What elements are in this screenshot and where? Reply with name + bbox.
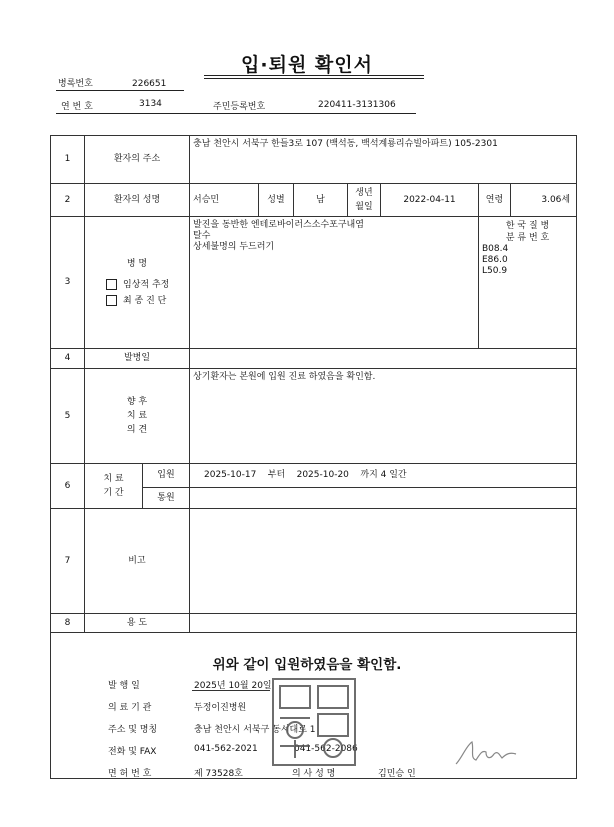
row-number: 7 xyxy=(51,509,85,614)
checkbox-clinical-label: 임상적 추정 xyxy=(123,279,170,290)
checkbox-icon[interactable] xyxy=(106,295,117,306)
doctor-label: 의 사 성 명 xyxy=(292,769,336,779)
age-label: 연령 xyxy=(479,184,511,217)
record-number-value: 226651 xyxy=(132,79,167,89)
onset-label: 발병일 xyxy=(85,349,190,369)
dob-label xyxy=(348,184,381,217)
name-label: 환자의 성명 xyxy=(85,184,190,217)
admit-end: 2025-10-20 xyxy=(296,470,349,480)
row-opinion xyxy=(51,369,577,464)
hospital-seal xyxy=(272,678,356,766)
admit-period xyxy=(190,464,577,488)
institution-value: 두정이진병원 xyxy=(194,703,247,713)
signature-mark xyxy=(452,736,524,770)
row-onset xyxy=(51,349,577,369)
license-label: 면 허 번 호 xyxy=(108,769,152,779)
purpose-label: 용 도 xyxy=(85,614,190,633)
diagnosis-item: 발진을 동반한 엔테로바이러스소수포구내염 xyxy=(193,220,364,230)
row-number: 2 xyxy=(51,184,85,217)
purpose-value xyxy=(190,614,577,633)
opinion-label xyxy=(85,369,190,464)
doctor-value: 김민승 인 xyxy=(378,769,416,779)
serial-number-value: 3134 xyxy=(139,99,162,109)
header-underline xyxy=(56,113,416,114)
row-number: 5 xyxy=(51,369,85,464)
row-number: 3 xyxy=(51,217,85,349)
admit-start: 2025-10-17 xyxy=(204,470,257,480)
diagnosis-label: 병 명 xyxy=(126,258,148,269)
opinion-label-line3: 의 견 xyxy=(126,425,148,435)
seal-mark xyxy=(274,680,354,764)
checkbox-final[interactable] xyxy=(88,293,186,309)
period-label-line2: 기 간 xyxy=(103,488,124,498)
checkbox-icon[interactable] xyxy=(106,279,117,290)
checkbox-final-label: 최 종 진 단 xyxy=(123,295,167,306)
diagnosis-item: 탈수 xyxy=(193,231,211,241)
diagnosis-label-cell xyxy=(85,217,190,349)
disease-code: B08.4 xyxy=(482,244,509,254)
admit-from: 부터 xyxy=(267,470,286,480)
issue-date-value: 2025년 10월 20일 xyxy=(194,681,272,691)
row-diagnosis xyxy=(51,217,577,349)
address-name-value: 충남 천안시 서북구 동서대로 1 xyxy=(194,725,316,735)
fax-value: 041-562-2086 xyxy=(294,744,358,754)
diagnosis-list xyxy=(190,217,479,349)
row-remarks xyxy=(51,509,577,614)
doctor-underline xyxy=(290,778,438,779)
row-number: 6 xyxy=(51,464,85,509)
sex-value: 남 xyxy=(294,184,348,217)
period-label xyxy=(85,464,143,509)
rrn-label: 주민등록번호 xyxy=(213,102,266,112)
title-underline-2 xyxy=(204,78,424,79)
age-value: 3.06세 xyxy=(511,184,577,217)
disease-code-label-2: 분 류 번 호 xyxy=(505,233,550,243)
record-number-label: 병록번호 xyxy=(58,79,93,89)
remarks-label: 비고 xyxy=(85,509,190,614)
outpatient-period xyxy=(190,488,577,509)
disease-code: L50.9 xyxy=(482,266,508,276)
opinion-label-line1: 향 후 xyxy=(126,397,148,407)
period-label-line1: 치 료 xyxy=(103,474,124,484)
outpatient-label: 통원 xyxy=(143,488,190,509)
remarks-value xyxy=(190,509,577,614)
disease-code: E86.0 xyxy=(482,255,508,265)
disease-code-label-1: 한 국 질 병 xyxy=(505,221,550,231)
license-value: 제 73528호 xyxy=(194,769,243,779)
confirmation-statement: 위와 같이 입원하였음을 확인함. xyxy=(212,657,402,673)
opinion-label-line2: 치 료 xyxy=(126,411,148,421)
row-number: 1 xyxy=(51,136,85,184)
institution-label: 의 료 기 관 xyxy=(108,703,152,713)
issue-date-label: 발 행 일 xyxy=(108,681,140,691)
name-value: 서승민 xyxy=(190,184,259,217)
issue-date-underline xyxy=(192,690,270,691)
row-name xyxy=(51,184,577,217)
onset-value xyxy=(190,349,577,369)
diagnosis-item: 상세불명의 두드러기 xyxy=(193,242,275,252)
serial-number-label: 연 번 호 xyxy=(61,102,93,112)
dob-label-line2: 월일 xyxy=(355,202,373,212)
dob-label-line1: 생년 xyxy=(355,188,373,198)
address-label: 환자의 주소 xyxy=(85,136,190,184)
opinion-value: 상기환자는 본원에 입원 진료 하였음을 확인함. xyxy=(190,369,577,464)
row-number: 4 xyxy=(51,349,85,369)
admit-label: 입원 xyxy=(143,464,190,488)
sex-label: 성별 xyxy=(259,184,294,217)
checkbox-clinical[interactable] xyxy=(88,277,186,293)
license-underline xyxy=(106,778,270,779)
row-period-admit xyxy=(51,464,577,488)
dob-value: 2022-04-11 xyxy=(381,184,479,217)
row-address xyxy=(51,136,577,184)
record-underline xyxy=(56,90,184,91)
rrn-value: 220411-3131306 xyxy=(318,100,396,110)
row-number: 8 xyxy=(51,614,85,633)
address-name-label: 주소 및 명칭 xyxy=(108,725,158,735)
address-value: 충남 천안시 서북구 한들3로 107 (백석동, 백석계룡리슈빌아파트) 105-2301 xyxy=(190,136,577,184)
admit-until: 까지 4 일간 xyxy=(360,470,407,480)
document-title: 입·퇴원 확인서 xyxy=(241,54,373,76)
row-purpose xyxy=(51,614,577,633)
title-underline xyxy=(204,75,424,76)
disease-code-cell xyxy=(479,217,577,349)
tel-fax-label: 전화 및 FAX xyxy=(108,747,157,757)
tel-value: 041-562-2021 xyxy=(194,744,258,754)
